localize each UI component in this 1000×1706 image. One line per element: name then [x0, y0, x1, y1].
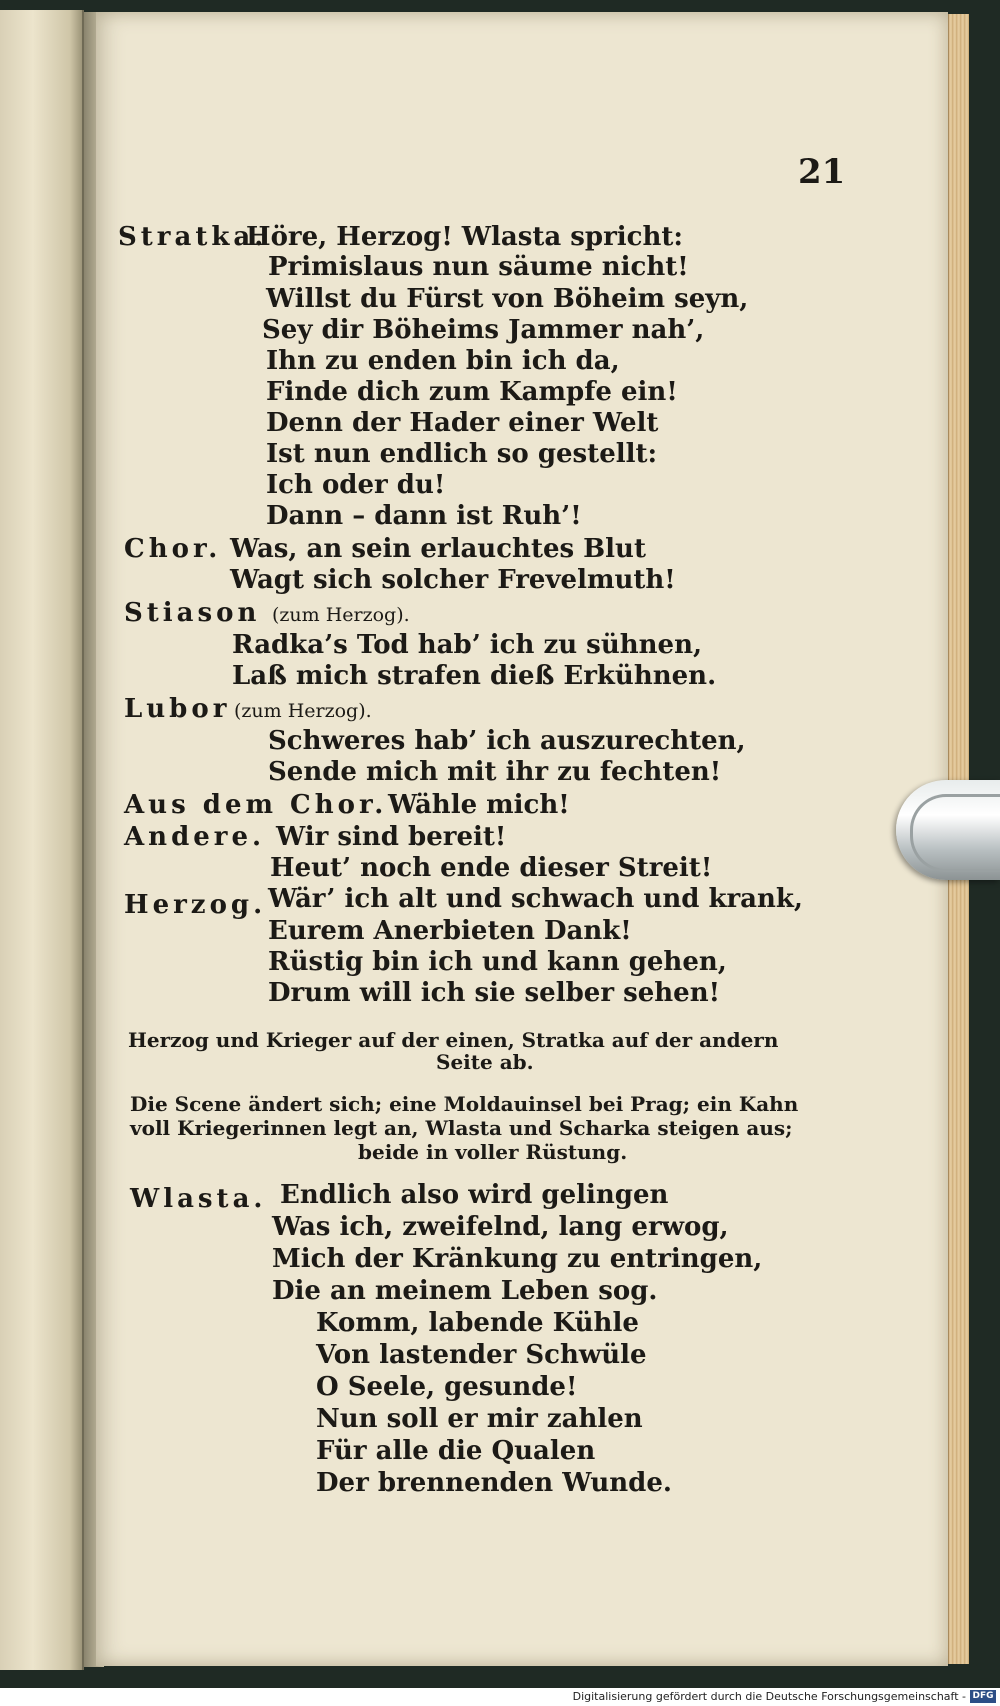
- verse-line: Laß mich strafen dieß Erkühnen.: [232, 661, 717, 691]
- verse-line: Radka’s Tod hab’ ich zu sühnen,: [232, 630, 703, 660]
- footer-credit: Digitalisierung gefördert durch die Deutsche Forschungsgemeinschaft -: [572, 1690, 966, 1703]
- speaker-herzog: Herzog.: [124, 890, 267, 920]
- verse-line: Primislaus nun säume nicht!: [268, 252, 689, 282]
- verse-line: Für alle die Qualen: [316, 1436, 596, 1466]
- stage-note: (zum Herzog).: [272, 604, 410, 626]
- verse-line: Sey dir Böheims Jammer nah’,: [262, 315, 705, 345]
- verse-line: Wagt sich solcher Frevelmuth!: [230, 565, 676, 595]
- verse-line: Höre, Herzog! Wlasta spricht:: [246, 222, 684, 252]
- stage-direction: Die Scene ändert sich; eine Moldauinsel bei Prag; ein Kahn: [130, 1092, 799, 1116]
- page-clip: [896, 780, 1000, 880]
- speaker-aus-dem-chor: Aus dem Chor.: [124, 790, 388, 820]
- verse-line: Endlich also wird gelingen: [280, 1180, 669, 1210]
- verse-line: Ist nun endlich so gestellt:: [266, 439, 658, 469]
- verse-line: Heut’ noch ende dieser Streit!: [270, 853, 713, 883]
- verse-line: Komm, labende Kühle: [316, 1308, 639, 1338]
- verse-line: Dann – dann ist Ruh’!: [266, 501, 582, 531]
- verse-line: Eurem Anerbieten Dank!: [268, 916, 632, 946]
- verse-line: Ich oder du!: [266, 470, 446, 500]
- verse-line: Willst du Fürst von Böheim seyn,: [266, 284, 749, 314]
- verse-line: Drum will ich sie selber sehen!: [268, 978, 721, 1008]
- page-number: 21: [798, 152, 846, 192]
- speaker-lubor: Lubor: [124, 694, 231, 724]
- speaker-stiason: Stiason: [124, 598, 261, 628]
- stage-direction: voll Kriegerinnen legt an, Wlasta und Scharka steigen aus;: [130, 1116, 793, 1140]
- verse-line: Nun soll er mir zahlen: [316, 1404, 643, 1434]
- verse-line: Denn der Hader einer Welt: [266, 408, 659, 438]
- stage-direction: Herzog und Krieger auf der einen, Stratka auf der andern: [128, 1028, 779, 1052]
- verse-line: Von lastender Schwüle: [316, 1340, 647, 1370]
- verse-line: Wähle mich!: [388, 790, 570, 820]
- speaker-andere: Andere.: [124, 822, 266, 852]
- speaker-stratka: Stratka.: [118, 222, 268, 252]
- verse-line: Was, an sein erlauchtes Blut: [230, 534, 646, 564]
- left-page-edge: [0, 10, 84, 1670]
- verse-line: Finde dich zum Kampfe ein!: [266, 377, 678, 407]
- stage-direction: Seite ab.: [436, 1050, 534, 1074]
- verse-line: Wir sind bereit!: [276, 822, 507, 852]
- speaker-chor: Chor.: [124, 534, 222, 564]
- verse-line: Sende mich mit ihr zu fechten!: [268, 757, 722, 787]
- verse-line: Wär’ ich alt und schwach und krank,: [268, 884, 803, 914]
- verse-line: Rüstig bin ich und kann gehen,: [268, 947, 727, 977]
- verse-line: Mich der Kränkung zu entringen,: [272, 1244, 763, 1274]
- verse-line: Ihn zu enden bin ich da,: [266, 346, 620, 376]
- speaker-wlasta: Wlasta.: [130, 1184, 267, 1214]
- stage-note: (zum Herzog).: [234, 700, 372, 722]
- verse-line: Der brennenden Wunde.: [316, 1468, 672, 1498]
- verse-line: O Seele, gesunde!: [316, 1372, 578, 1402]
- dfg-logo: DFG: [970, 1690, 996, 1703]
- stage-direction: beide in voller Rüstung.: [358, 1140, 628, 1164]
- verse-line: Was ich, zweifelnd, lang erwog,: [272, 1212, 729, 1242]
- verse-line: Die an meinem Leben sog.: [272, 1276, 658, 1306]
- verse-line: Schweres hab’ ich auszurechten,: [268, 726, 746, 756]
